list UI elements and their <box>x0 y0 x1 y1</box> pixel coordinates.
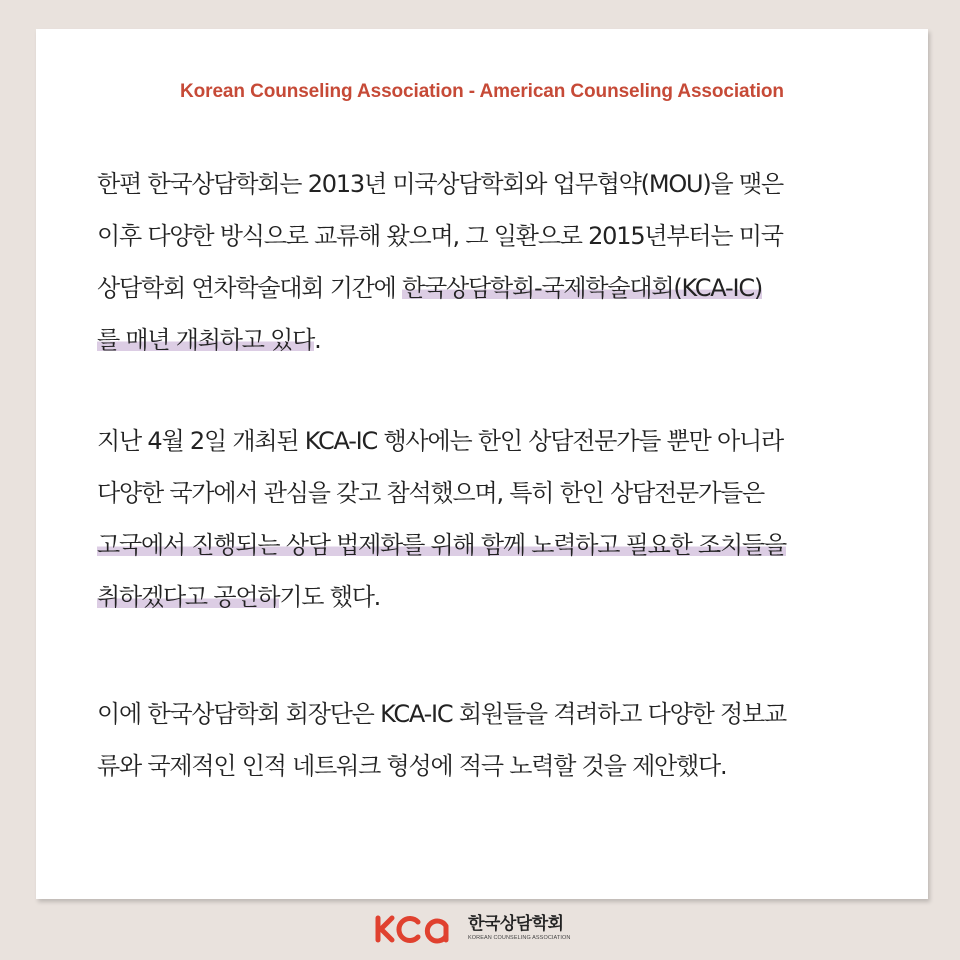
article-card <box>36 29 928 899</box>
line-text: 한편 한국상담학회는 2013년 미국상담학회와 업무협약(MOU)을 맺은 <box>97 170 783 198</box>
line-text: 상담학회 연차학술대회 기간에 <box>97 274 403 302</box>
line-text: 류와 국제적인 인적 네트워크 형성에 적극 노력할 것을 제안했다. <box>97 752 727 780</box>
text-line <box>97 688 937 740</box>
text-line <box>97 467 937 519</box>
line-text: 이후 다양한 방식으로 교류해 왔으며, 그 일환으로 2015년부터는 미국 <box>97 222 783 250</box>
paragraph-3 <box>97 688 937 792</box>
header-title: Korean Counseling Association - American Counseling Association <box>180 81 784 102</box>
paragraph-1 <box>97 158 937 366</box>
line-text: . <box>314 326 321 354</box>
highlighted-text: 고국에서 진행되는 상담 법제화를 위해 함께 노력하고 필요한 조치들을 <box>97 531 786 559</box>
text-line <box>97 571 937 623</box>
kca-logo <box>372 912 570 946</box>
line-text: 기도 했다. <box>279 583 381 611</box>
text-line <box>97 740 937 792</box>
text-line <box>97 519 937 571</box>
text-line <box>97 210 937 262</box>
line-text: 이에 한국상담학회 회장단은 KCA-IC 회원들을 격려하고 다양한 정보교 <box>97 700 786 728</box>
text-line <box>97 158 937 210</box>
text-line <box>97 262 937 314</box>
highlighted-text: 를 매년 개최하고 있다 <box>97 326 315 354</box>
text-line <box>97 415 937 467</box>
logo-name-english: KOREAN COUNSELING ASSOCIATION <box>468 935 571 942</box>
line-text: 다양한 국가에서 관심을 갖고 참석했으며, 특히 한인 상담전문가들은 <box>97 479 764 507</box>
text-line <box>97 314 937 366</box>
paragraph-2 <box>97 415 937 623</box>
logo-name-korean: 한국상담학회 <box>468 914 564 935</box>
logo-text <box>468 916 570 942</box>
highlighted-text: 취하겠다고 공언하 <box>97 583 280 611</box>
kca-logo-mark-icon <box>372 912 460 946</box>
highlighted-text: 한국상담학회-국제학술대회(KCA-IC) <box>402 274 763 302</box>
line-text: 지난 4월 2일 개최된 KCA-IC 행사에는 한인 상담전문가들 뿐만 아니라 <box>97 427 783 455</box>
